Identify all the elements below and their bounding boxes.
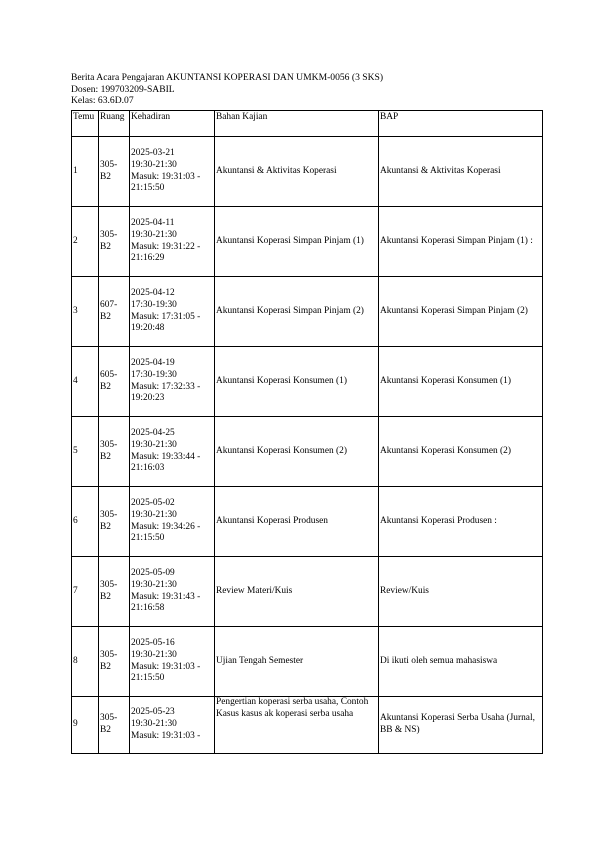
session-date: 2025-04-11: [131, 218, 175, 229]
cell-temu: 2: [72, 207, 99, 277]
cell-bap: Akuntansi Koperasi Simpan Pinjam (1) :: [379, 207, 543, 277]
check-in: Masuk: 19:31:03 -: [131, 171, 201, 182]
check-in: Masuk: 19:31:03 -: [131, 661, 201, 672]
room-code: 305-: [100, 439, 118, 450]
table-row: [72, 557, 543, 627]
room-code: 305-: [100, 159, 118, 170]
cell-ruang: [99, 137, 130, 207]
cell-ruang: [99, 697, 130, 754]
cell-bahan-kajian: Akuntansi Koperasi Konsumen (2): [215, 417, 379, 487]
room-building: B2: [100, 521, 111, 532]
cell-ruang: [99, 417, 130, 487]
session-time: 19:30-21:30: [131, 509, 177, 520]
session-date: 2025-05-09: [131, 568, 175, 579]
room-building: B2: [100, 451, 111, 462]
table-row: [72, 627, 543, 697]
cell-ruang: [99, 207, 130, 277]
document-header: [71, 72, 383, 107]
cell-bahan-kajian: Ujian Tengah Semester: [215, 627, 379, 697]
check-out: 19:20:48: [131, 323, 165, 334]
cell-bahan-kajian: Akuntansi Koperasi Simpan Pinjam (2): [215, 277, 379, 347]
cell-kehadiran: [130, 137, 215, 207]
cell-temu: 9: [72, 697, 99, 754]
session-date: 2025-05-02: [131, 498, 175, 509]
cell-bap: Akuntansi Koperasi Konsumen (1): [379, 347, 543, 417]
cell-bahan-kajian: Akuntansi & Aktivitas Koperasi: [215, 137, 379, 207]
check-in: Masuk: 19:34:26 -: [131, 521, 201, 532]
room-building: B2: [100, 381, 111, 392]
check-in: Masuk: 19:33:44 -: [131, 451, 201, 462]
session-time: 19:30-21:30: [131, 439, 177, 450]
lecturer-line: Dosen: 199703209-SABIL: [71, 83, 175, 95]
room-building: B2: [100, 311, 111, 322]
check-out: 21:16:58: [131, 603, 165, 614]
table-row: [72, 417, 543, 487]
session-time: 17:30-19:30: [131, 299, 177, 310]
session-date: 2025-03-21: [131, 148, 175, 159]
check-in: Masuk: 19:31:03 -: [131, 730, 201, 741]
check-in: Masuk: 19:31:43 -: [131, 591, 201, 602]
session-time: 19:30-21:30: [131, 229, 177, 240]
check-in: Masuk: 17:31:05 -: [131, 311, 201, 322]
check-in: Masuk: 17:32:33 -: [131, 381, 201, 392]
cell-kehadiran: [130, 627, 215, 697]
cell-bahan-kajian: Review Materi/Kuis: [215, 557, 379, 627]
table-row: [72, 697, 543, 754]
session-time: 17:30-19:30: [131, 369, 177, 380]
attendance-table: [71, 110, 543, 754]
check-in: Masuk: 19:31:22 -: [131, 241, 201, 252]
cell-bahan-kajian: Akuntansi Koperasi Simpan Pinjam (1): [215, 207, 379, 277]
session-date: 2025-05-16: [131, 638, 175, 649]
session-time: 19:30-21:30: [131, 579, 177, 590]
room-building: B2: [100, 241, 111, 252]
cell-bap: Akuntansi Koperasi Simpan Pinjam (2): [379, 277, 543, 347]
cell-temu: 4: [72, 347, 99, 417]
cell-kehadiran: [130, 347, 215, 417]
table-row: [72, 487, 543, 557]
table-row: [72, 207, 543, 277]
cell-bap: Akuntansi Koperasi Produsen :: [379, 487, 543, 557]
cell-ruang: [99, 627, 130, 697]
check-out: 19:20:23: [131, 393, 165, 404]
column-header-temu: Temu: [72, 111, 99, 137]
cell-bap: Di ikuti oleh semua mahasiswa: [379, 627, 543, 697]
cell-bap: Review/Kuis: [379, 557, 543, 627]
column-header-ruang: Ruang: [99, 111, 130, 137]
cell-temu: 6: [72, 487, 99, 557]
cell-kehadiran: [130, 277, 215, 347]
session-date: 2025-05-23: [131, 707, 175, 718]
cell-temu: 3: [72, 277, 99, 347]
document-title: Berita Acara Pengajaran AKUNTANSI KOPERASI DAN UMKM-0056 (3 SKS): [71, 72, 384, 83]
check-out: 21:15:50: [131, 673, 165, 684]
check-out: 21:16:03: [131, 463, 165, 474]
column-header-bahan-kajian: Bahan Kajian: [215, 111, 379, 137]
session-time: 19:30-21:30: [131, 719, 177, 730]
room-building: B2: [100, 661, 111, 672]
cell-kehadiran: [130, 487, 215, 557]
table-header-row: [72, 111, 543, 137]
cell-bap: Akuntansi Koperasi Konsumen (2): [379, 417, 543, 487]
cell-kehadiran: [130, 207, 215, 277]
room-code: 605-: [100, 369, 118, 380]
cell-temu: 7: [72, 557, 99, 627]
room-building: B2: [100, 171, 111, 182]
room-building: B2: [100, 591, 111, 602]
check-out: 21:16:29: [131, 253, 165, 264]
cell-bap: Akuntansi & Aktivitas Koperasi: [379, 137, 543, 207]
cell-bahan-kajian: Akuntansi Koperasi Konsumen (1): [215, 347, 379, 417]
table-row: [72, 277, 543, 347]
class-line: Kelas: 63.6D.07: [71, 95, 134, 107]
check-out: 21:15:50: [131, 533, 165, 544]
cell-bahan-kajian: Akuntansi Koperasi Produsen: [215, 487, 379, 557]
room-code: 607-: [100, 299, 118, 310]
check-out: 21:15:50: [131, 183, 165, 194]
table-row: [72, 347, 543, 417]
session-date: 2025-04-19: [131, 358, 175, 369]
cell-ruang: [99, 487, 130, 557]
session-time: 19:30-21:30: [131, 649, 177, 660]
room-code: 305-: [100, 509, 118, 520]
cell-ruang: [99, 347, 130, 417]
room-code: 305-: [100, 713, 118, 724]
cell-temu: 5: [72, 417, 99, 487]
cell-temu: 1: [72, 137, 99, 207]
cell-ruang: [99, 277, 130, 347]
room-building: B2: [100, 725, 111, 735]
cell-ruang: [99, 557, 130, 627]
session-date: 2025-04-25: [131, 428, 175, 439]
cell-bahan-kajian: Pengertian koperasi serba usaha, Contoh Kasus kasus ak koperasi serba usaha: [215, 697, 379, 754]
column-header-bap: BAP: [379, 111, 543, 137]
cell-bap: Akuntansi Koperasi Serba Usaha (Jurnal, BB & NS): [379, 697, 543, 754]
column-header-kehadiran: Kehadiran: [130, 111, 215, 137]
cell-kehadiran: [130, 417, 215, 487]
room-code: 305-: [100, 229, 118, 240]
cell-kehadiran: [130, 697, 215, 754]
room-code: 305-: [100, 579, 118, 590]
table-row: [72, 137, 543, 207]
cell-kehadiran: [130, 557, 215, 627]
room-code: 305-: [100, 649, 118, 660]
session-time: 19:30-21:30: [131, 159, 177, 170]
cell-temu: 8: [72, 627, 99, 697]
session-date: 2025-04-12: [131, 288, 175, 299]
